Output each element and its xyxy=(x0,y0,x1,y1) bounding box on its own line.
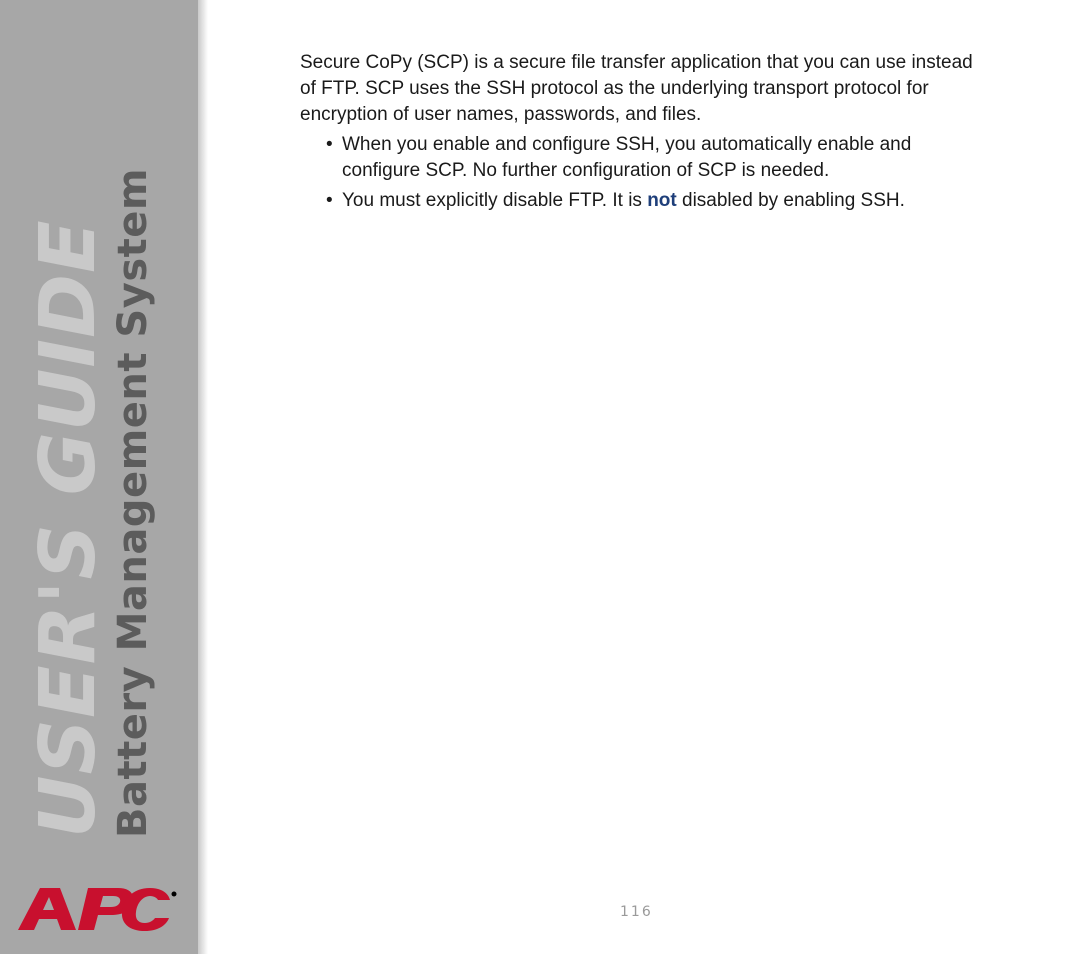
apc-logo-mark xyxy=(18,888,170,931)
bullet-text: When you enable and configure SSH, you automatically enable and configure SCP. No further configuration of SCP is needed. xyxy=(342,134,912,181)
sidebar-shadow xyxy=(198,0,208,954)
page-number: 116 xyxy=(620,904,653,920)
bullet-list xyxy=(300,132,980,214)
list-item xyxy=(326,188,980,214)
registered-mark xyxy=(172,892,177,897)
bullet-text-before: You must explicitly disable FTP. It is xyxy=(342,190,648,211)
guide-title: USER'S GUIDE xyxy=(24,219,113,838)
intro-paragraph: Secure CoPy (SCP) is a secure file transfer application that you can use instead of FTP. SCP uses the SSH protocol as the underlying transport protocol for encryption of user names, passwords, and files. xyxy=(300,52,973,125)
bullet-icon: • xyxy=(326,190,333,211)
bullet-icon: • xyxy=(326,134,333,155)
emphasis-not: not xyxy=(647,190,677,211)
bullet-text-after: disabled by enabling SSH. xyxy=(676,190,905,211)
apc-logo xyxy=(18,886,178,932)
list-item xyxy=(326,132,980,184)
main-content xyxy=(300,50,980,218)
product-subtitle: Battery Management System xyxy=(110,167,156,838)
